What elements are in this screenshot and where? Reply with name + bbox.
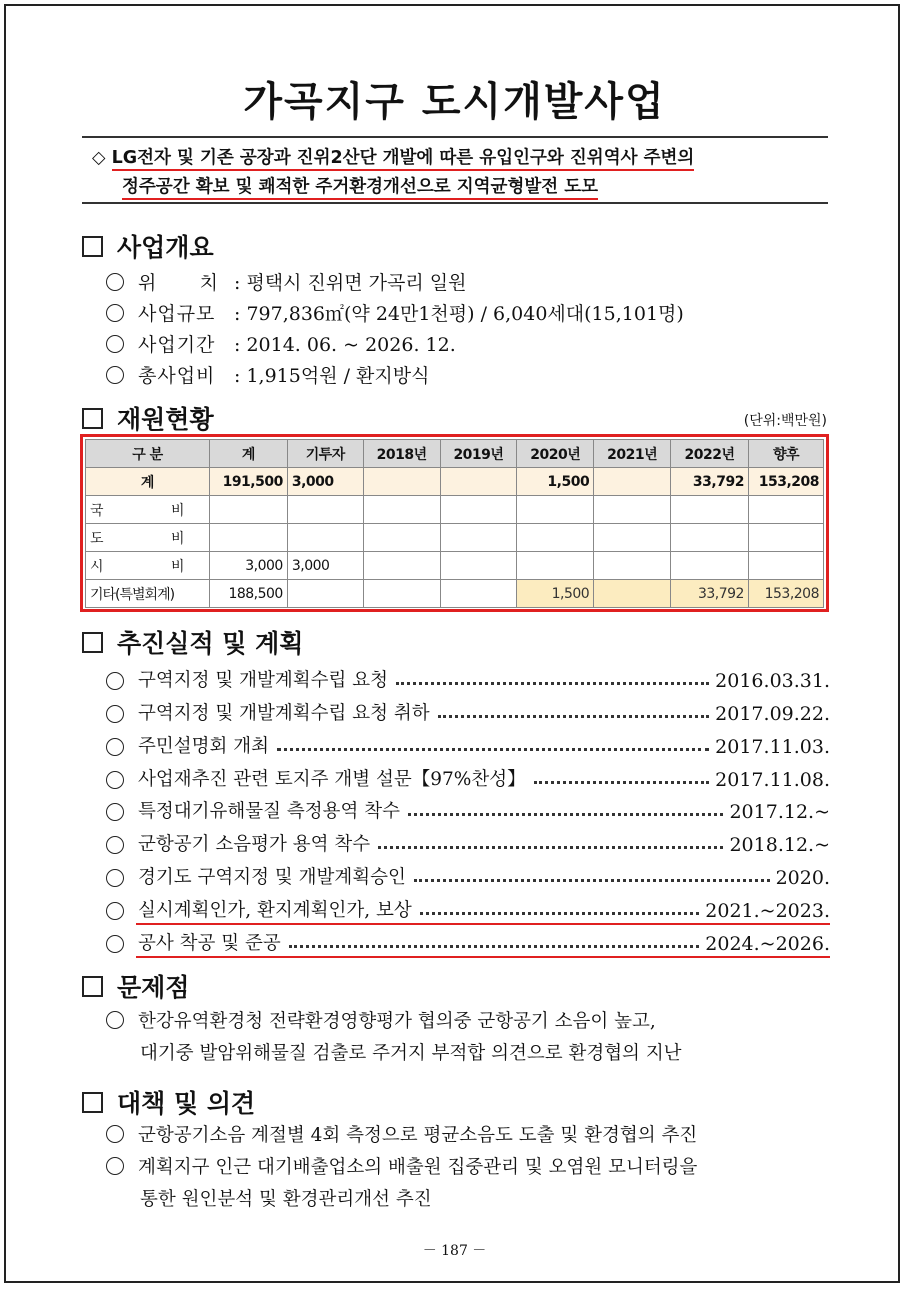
section-finance-heading: 재원현황 <box>117 405 214 434</box>
overview-value: : 평택시 진위면 가곡리 일원 <box>234 272 467 294</box>
table-row <box>86 496 824 524</box>
table-cell <box>440 468 517 496</box>
table-header: 2021년 <box>594 440 671 468</box>
table-header-row <box>86 440 824 468</box>
table-cell <box>748 524 823 552</box>
section-progress-heading: 추진실적 및 계획 <box>117 629 304 658</box>
circle-bullet-icon <box>106 1157 124 1175</box>
row-label: 기타(특별회계) <box>86 580 210 608</box>
leader-dots <box>438 715 710 718</box>
leader-dots <box>420 912 700 915</box>
section-problems-heading: 문제점 <box>117 973 190 1002</box>
row-label <box>86 496 210 524</box>
progress-item <box>106 863 830 889</box>
overview-value: : 1,915억원 / 환지방식 <box>234 365 430 387</box>
circle-bullet-icon <box>106 273 124 291</box>
row-label-b: 비 <box>170 558 184 575</box>
table-cell <box>440 524 517 552</box>
progress-item <box>106 732 830 758</box>
table-cell <box>671 524 749 552</box>
table-cell <box>517 552 594 580</box>
measures-text-1: 군항공기소음 계절별 4회 측정으로 평균소음도 도출 및 환경협의 추진 <box>138 1125 698 1146</box>
overview-label: 총사업비 <box>138 365 216 387</box>
progress-date: 2021.~2023. <box>705 900 830 922</box>
table-cell: 191,500 <box>209 468 287 496</box>
table-header: 2022년 <box>671 440 749 468</box>
section-overview <box>82 228 214 264</box>
circle-bullet-icon <box>106 366 124 384</box>
progress-text: 경기도 구역지정 및 개발계획승인 <box>138 867 406 888</box>
table-cell <box>748 496 823 524</box>
overview-item <box>106 299 684 326</box>
progress-date: 2017.11.08. <box>715 769 830 791</box>
progress-text: 공사 착공 및 준공 <box>138 933 281 954</box>
summary-text-1: LG전자 및 기존 공장과 진위2산단 개발에 따른 유입인구와 진위역사 주변의 <box>112 148 695 171</box>
progress-date: 2024.~2026. <box>705 933 830 955</box>
leader-dots <box>396 682 709 685</box>
measures-text-2a: 계획지구 인근 대기배출업소의 배출원 집중관리 및 오염원 모니터링을 <box>138 1157 698 1178</box>
table-cell <box>440 496 517 524</box>
progress-item <box>106 797 830 823</box>
section-measures-heading: 대책 및 의견 <box>117 1089 256 1118</box>
overview-label: 사업규모 <box>138 303 216 325</box>
row-label <box>86 524 210 552</box>
circle-bullet-icon <box>106 935 124 953</box>
section-problems <box>82 968 189 1004</box>
table-cell: 33,792 <box>671 468 749 496</box>
table-cell <box>287 496 363 524</box>
overview-label: 사업기간 <box>138 334 216 356</box>
leader-dots <box>378 846 723 849</box>
square-bullet-icon <box>82 1092 103 1113</box>
overview-item <box>106 330 456 357</box>
circle-bullet-icon <box>106 1011 124 1029</box>
table-cell: 1,500 <box>517 468 594 496</box>
progress-date: 2016.03.31. <box>715 670 830 692</box>
progress-text: 구역지정 및 개발계획수립 요청 <box>138 670 388 691</box>
table-cell <box>440 552 517 580</box>
table-header: 2019년 <box>440 440 517 468</box>
table-cell: 153,208 <box>748 580 823 608</box>
finance-table-frame <box>80 434 829 612</box>
measures-item-2 <box>106 1152 830 1216</box>
progress-item <box>106 929 830 955</box>
diamond-icon: ◇ <box>92 148 106 168</box>
leader-dots <box>408 813 724 816</box>
row-label-b: 비 <box>170 502 184 519</box>
progress-text: 실시계획인가, 환지계획인가, 보상 <box>138 900 412 921</box>
table-header: 구 분 <box>86 440 210 468</box>
table-cell <box>594 524 671 552</box>
circle-bullet-icon <box>106 803 124 821</box>
highlight-underline <box>136 923 830 925</box>
square-bullet-icon <box>82 976 103 997</box>
measures-item-1 <box>106 1120 830 1152</box>
square-bullet-icon <box>82 236 103 257</box>
progress-text: 군항공기 소음평가 용역 착수 <box>138 834 371 855</box>
summary-box <box>82 136 828 204</box>
table-cell: 1,500 <box>517 580 594 608</box>
table-cell: 33,792 <box>671 580 749 608</box>
section-measures <box>82 1084 255 1120</box>
progress-item <box>106 666 830 692</box>
circle-bullet-icon <box>106 771 124 789</box>
overview-item <box>106 361 429 388</box>
summary-line-1 <box>92 144 694 169</box>
table-cell <box>748 552 823 580</box>
table-cell <box>287 524 363 552</box>
square-bullet-icon <box>82 408 103 429</box>
table-cell <box>594 496 671 524</box>
circle-bullet-icon <box>106 738 124 756</box>
table-cell <box>363 496 440 524</box>
row-label <box>86 552 210 580</box>
table-cell <box>671 552 749 580</box>
progress-date: 2018.12.~ <box>729 834 830 856</box>
table-cell <box>363 552 440 580</box>
unit-label: (단위:백만원) <box>743 413 827 429</box>
measures-text-2b: 통한 원인분석 및 환경관리개선 추진 <box>140 1189 432 1210</box>
table-row <box>86 524 824 552</box>
circle-bullet-icon <box>106 335 124 353</box>
circle-bullet-icon <box>106 869 124 887</box>
row-label: 계 <box>86 468 210 496</box>
table-cell <box>671 496 749 524</box>
table-header: 기투자 <box>287 440 363 468</box>
row-label-b: 비 <box>170 530 184 547</box>
table-cell <box>363 524 440 552</box>
progress-text: 사업재추진 관련 토지주 개별 설문【97%찬성】 <box>138 769 526 790</box>
problems-line-1: 한강유역환경청 전략환경영향평가 협의중 군항공기 소음이 높고, <box>138 1011 656 1032</box>
table-cell: 188,500 <box>209 580 287 608</box>
table-cell <box>287 580 363 608</box>
table-cell <box>209 496 287 524</box>
table-cell <box>363 468 440 496</box>
circle-bullet-icon <box>106 304 124 322</box>
table-cell <box>517 524 594 552</box>
circle-bullet-icon <box>106 672 124 690</box>
row-label-a: 도 <box>90 530 104 547</box>
table-cell: 153,208 <box>748 468 823 496</box>
progress-item <box>106 830 830 856</box>
table-header: 2018년 <box>363 440 440 468</box>
table-row <box>86 580 824 608</box>
overview-item <box>106 268 466 295</box>
circle-bullet-icon <box>106 1125 124 1143</box>
table-cell: 3,000 <box>287 552 363 580</box>
table-header: 계 <box>209 440 287 468</box>
table-cell <box>594 468 671 496</box>
table-row <box>86 552 824 580</box>
problems-line-2: 대기중 발암위해물질 검출로 주거지 부적합 의견으로 환경협의 지난 <box>140 1043 682 1064</box>
progress-item <box>106 896 830 922</box>
table-cell <box>363 580 440 608</box>
section-progress <box>82 624 303 660</box>
table-row <box>86 468 824 496</box>
highlight-underline <box>136 956 830 958</box>
overview-label: 위 치 <box>138 272 219 294</box>
progress-date: 2017.12.~ <box>729 801 830 823</box>
table-cell <box>594 552 671 580</box>
overview-value: : 797,836㎡(약 24만1천평) / 6,040세대(15,101명) <box>234 303 684 325</box>
progress-text: 구역지정 및 개발계획수립 요청 취하 <box>138 703 430 724</box>
table-cell <box>209 524 287 552</box>
table-cell: 3,000 <box>209 552 287 580</box>
progress-item <box>106 765 830 791</box>
table-cell <box>517 496 594 524</box>
leader-dots <box>277 748 709 751</box>
table-cell: 3,000 <box>287 468 363 496</box>
page-title: 가곡지구 도시개발사업 <box>243 79 666 125</box>
circle-bullet-icon <box>106 836 124 854</box>
leader-dots <box>414 879 770 882</box>
leader-dots <box>534 781 710 784</box>
summary-line-2 <box>122 173 598 198</box>
finance-table <box>85 439 824 608</box>
progress-date: 2017.09.22. <box>715 703 830 725</box>
overview-value: : 2014. 06. ~ 2026. 12. <box>234 334 456 356</box>
circle-bullet-icon <box>106 705 124 723</box>
progress-text: 주민설명회 개최 <box>138 736 269 757</box>
summary-text-2: 정주공간 확보 및 쾌적한 주거환경개선으로 지역균형발전 도모 <box>122 177 598 200</box>
table-cell <box>440 580 517 608</box>
row-label-a: 시 <box>90 558 104 575</box>
table-cell <box>594 580 671 608</box>
table-header: 2020년 <box>517 440 594 468</box>
problems-paragraph <box>106 1006 830 1070</box>
progress-date: 2020. <box>775 867 830 889</box>
progress-text: 특정대기유해물질 측정용역 착수 <box>138 801 400 822</box>
progress-item <box>106 699 830 725</box>
square-bullet-icon <box>82 632 103 653</box>
leader-dots <box>289 945 700 948</box>
section-finance <box>82 400 214 436</box>
section-overview-heading: 사업개요 <box>117 233 214 262</box>
row-label-a: 국 <box>90 502 104 519</box>
page-number: － 187 － <box>422 1243 487 1259</box>
table-header: 향후 <box>748 440 823 468</box>
circle-bullet-icon <box>106 902 124 920</box>
progress-date: 2017.11.03. <box>715 736 830 758</box>
